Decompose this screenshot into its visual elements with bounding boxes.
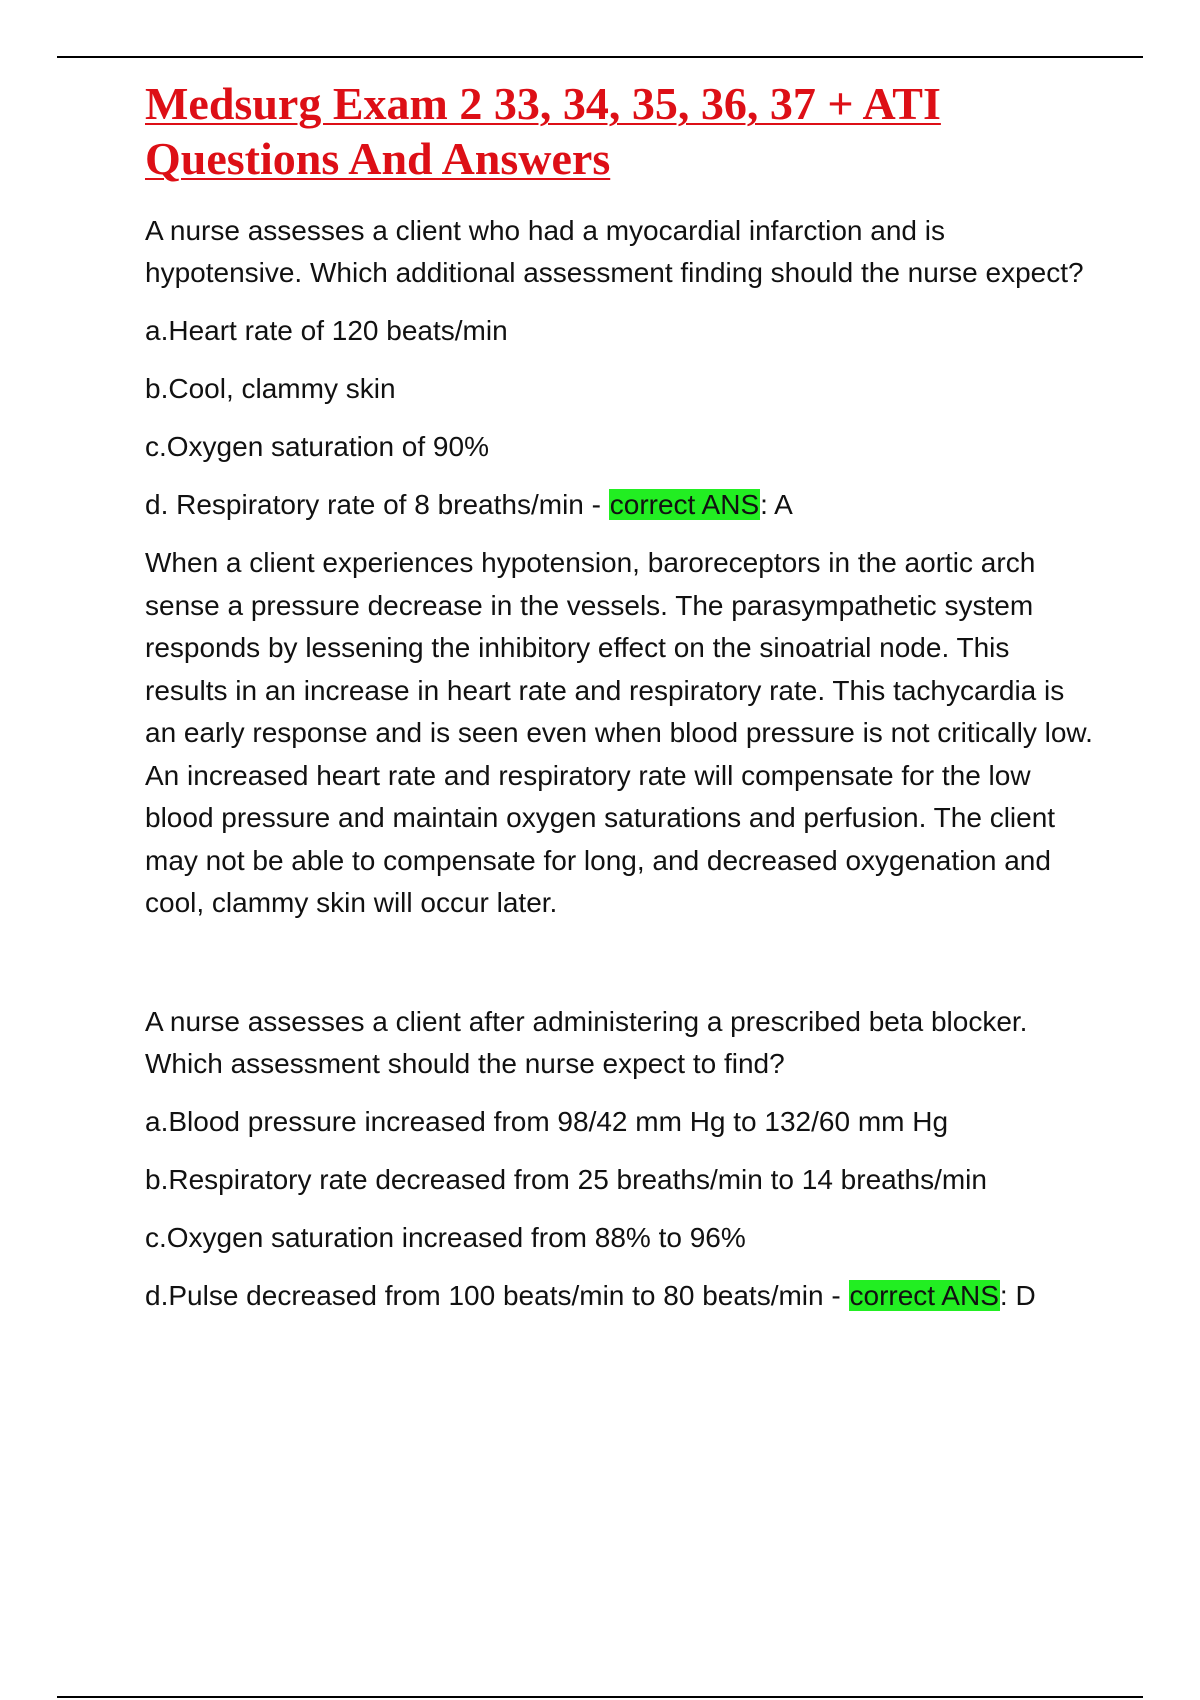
- option-d: [145, 1275, 1095, 1317]
- question-2: [145, 1001, 1095, 1317]
- option-d-text: d.Pulse decreased from 100 beats/min to 80 beats/min -: [145, 1279, 849, 1311]
- option-d: [145, 484, 1095, 526]
- option-b: b.Cool, clammy skin: [145, 373, 396, 404]
- answer-value: : A: [760, 489, 793, 520]
- bottom-rule: [57, 1696, 1143, 1698]
- correct-answer-highlight: correct ANS: [609, 489, 760, 520]
- option-d-text: d. Respiratory rate of 8 breaths/min -: [145, 489, 609, 520]
- question-stem: A nurse assesses a client after administering a prescribed beta blocker. Which assessment should the nurse expect to find?: [145, 1005, 1028, 1079]
- correct-answer-highlight: correct ANS: [849, 1279, 999, 1311]
- option-c: c.Oxygen saturation of 90%: [145, 431, 489, 462]
- document-title: Medsurg Exam 2 33, 34, 35, 36, 37 + ATI Questions And Answers: [145, 78, 941, 184]
- option-c: c.Oxygen saturation increased from 88% to 96%: [145, 1221, 746, 1253]
- option-a: a.Heart rate of 120 beats/min: [145, 315, 508, 346]
- answer-rationale: When a client experiences hypotension, baroreceptors in the aortic arch sense a pressure decrease in the vessels. The parasympathetic system responds by lessening the inhibitory effect on the sinoatrial node. This results in an increase in heart rate and respiratory rate. This tachycardia is an early response and is seen even when blood pressure is not critically low. An increased heart rate and respiratory rate will compensate for the low blood pressure and maintain oxygen saturations and perfusion. The client may not be able to compensate for long, and decreased oxygenation and cool, clammy skin will occur later.: [145, 547, 1093, 918]
- option-a: a.Blood pressure increased from 98/42 mm Hg to 132/60 mm Hg: [145, 1105, 949, 1137]
- answer-value: : D: [999, 1279, 1036, 1311]
- document-body: [145, 76, 1095, 1333]
- option-b: b.Respiratory rate decreased from 25 breaths/min to 14 breaths/min: [145, 1163, 987, 1195]
- top-rule: [57, 56, 1143, 58]
- question-1: [145, 210, 1095, 925]
- section-spacer: [145, 925, 1095, 1001]
- question-stem: A nurse assesses a client who had a myocardial infarction and is hypotensive. Which additional assessment finding should the nurse expect?: [145, 215, 1084, 288]
